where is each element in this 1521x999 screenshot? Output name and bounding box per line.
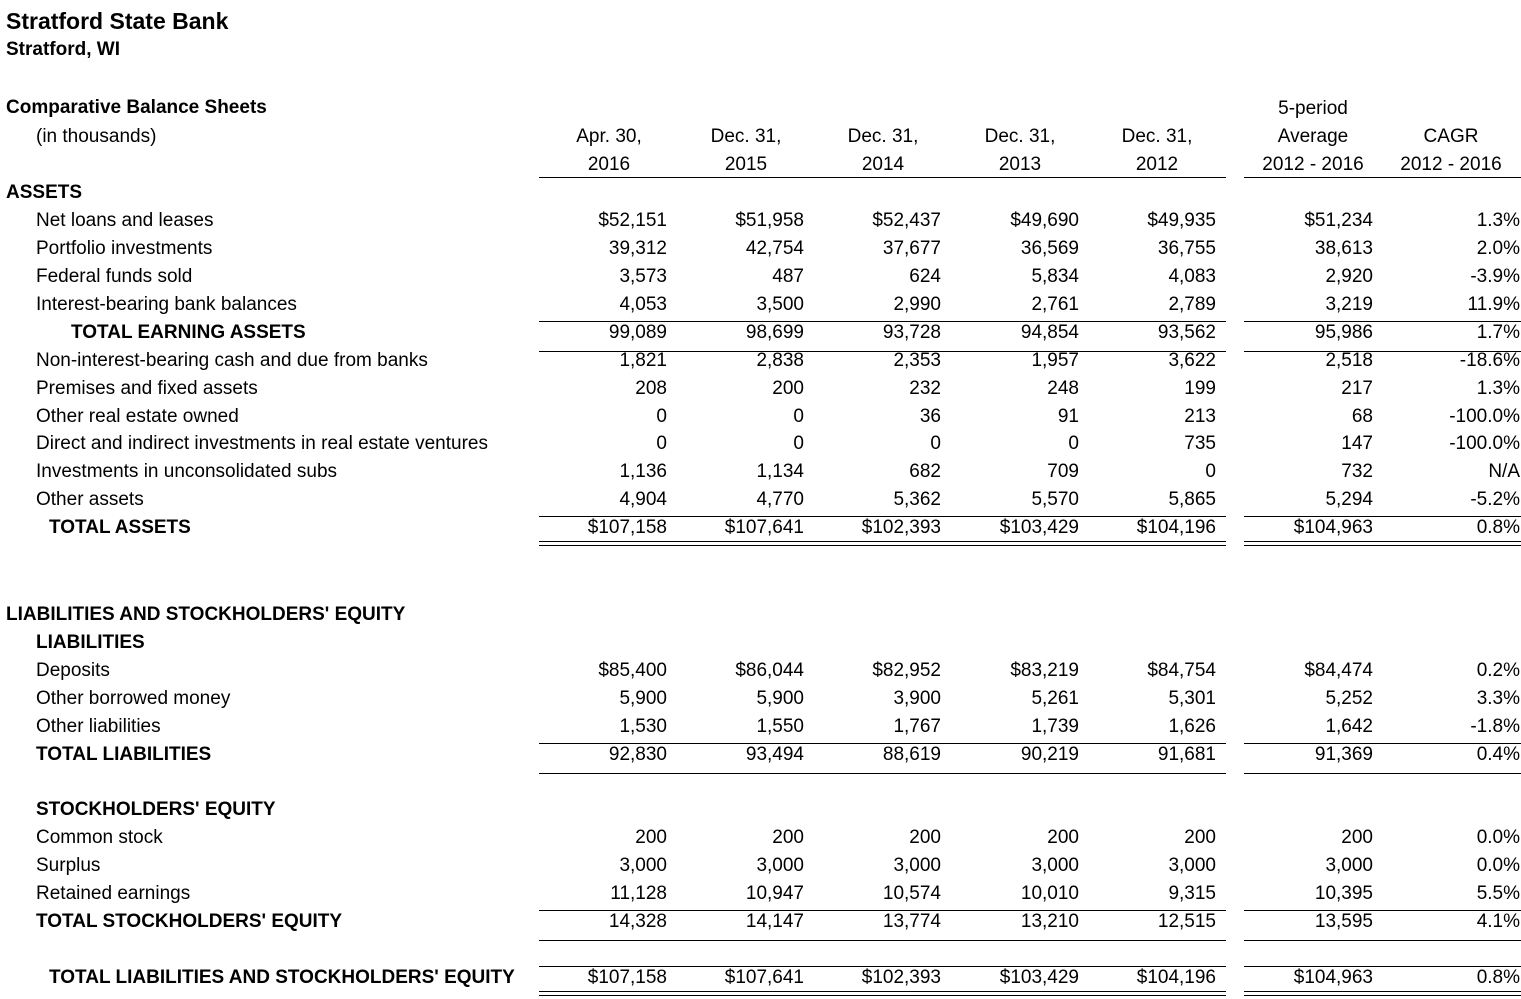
cell-value: 91,681	[1157, 744, 1216, 765]
cell-value: 68	[1351, 406, 1373, 427]
cell-value: 1.3%	[1476, 378, 1520, 399]
cell-value: 4.1%	[1476, 911, 1520, 932]
cell-value: 1,957	[1031, 350, 1079, 371]
cell-value: $82,952	[872, 660, 941, 681]
column-header-7-line2: CAGR	[1423, 126, 1479, 147]
cell-value: $107,158	[587, 517, 667, 538]
double-rule-upper-left	[539, 991, 1226, 992]
cell-value: 5,900	[756, 688, 804, 709]
cell-value: 1,626	[1168, 716, 1216, 737]
double-rule-lower-right	[1244, 995, 1521, 996]
double-rule-upper-left	[539, 541, 1226, 542]
cell-value: $86,044	[735, 660, 804, 681]
row-label-item: Surplus	[36, 855, 101, 876]
cell-value: 2,761	[1031, 294, 1079, 315]
cell-value: 2,789	[1168, 294, 1216, 315]
cell-value: 4,770	[756, 489, 804, 510]
cell-value: 11.9%	[1467, 294, 1520, 315]
cell-value: 11,128	[610, 883, 667, 904]
cell-value: 1.3%	[1476, 210, 1520, 231]
double-rule-lower-left	[539, 995, 1226, 996]
cell-value: 5,294	[1325, 489, 1373, 510]
cell-value: 3,622	[1168, 350, 1216, 371]
column-header-1-line3: 2016	[587, 154, 631, 175]
column-header-6-line3: 2012 - 2016	[1262, 154, 1364, 175]
cell-value: 0.0%	[1476, 855, 1520, 876]
cell-value: 99,089	[608, 322, 667, 343]
cell-value: -5.2%	[1470, 489, 1520, 510]
cell-value: 36,755	[1157, 238, 1216, 259]
cell-value: N/A	[1488, 461, 1520, 482]
row-label-grandtotal: TOTAL LIABILITIES AND STOCKHOLDERS' EQUITY	[49, 967, 515, 988]
double-rule-upper-right	[1244, 541, 1521, 542]
double-rule-lower-right	[1244, 545, 1521, 546]
cell-value: 1,134	[756, 461, 804, 482]
cell-value: 3,000	[1325, 855, 1373, 876]
cell-value: 2,920	[1325, 266, 1373, 287]
cell-value: 3,900	[893, 688, 941, 709]
row-label-item: Direct and indirect investments in real estate ventures	[36, 433, 488, 454]
total-rule-bottom-left	[539, 940, 1226, 941]
cell-value: 5,301	[1168, 688, 1216, 709]
column-header-5-line2: Dec. 31,	[1121, 126, 1193, 147]
cell-value: 199	[1184, 378, 1216, 399]
cell-value: 14,328	[608, 911, 667, 932]
cell-value: 1,767	[893, 716, 941, 737]
cell-value: 36	[919, 406, 941, 427]
cell-value: 1.7%	[1476, 322, 1520, 343]
cell-value: 5,834	[1031, 266, 1079, 287]
column-header-2-line2: Dec. 31,	[710, 126, 782, 147]
cell-value: 91,369	[1314, 744, 1373, 765]
cell-value: 10,947	[745, 883, 804, 904]
cell-value: 0	[793, 433, 804, 454]
cell-value: 200	[772, 827, 804, 848]
cell-value: 2,353	[893, 350, 941, 371]
cell-value: 36,569	[1020, 238, 1079, 259]
cell-value: -18.6%	[1459, 350, 1520, 371]
cell-value: 0.8%	[1476, 517, 1520, 538]
double-rule-upper-right	[1244, 991, 1521, 992]
cell-value: 0	[1205, 461, 1216, 482]
cell-value: 37,677	[882, 238, 941, 259]
cell-value: 91	[1057, 406, 1079, 427]
total-rule-top-right	[1244, 910, 1521, 911]
total-rule-top-left	[539, 910, 1226, 911]
cell-value: $51,234	[1304, 210, 1373, 231]
units-note: (in thousands)	[36, 126, 157, 147]
cell-value: -100.0%	[1449, 406, 1520, 427]
cell-value: $52,151	[598, 210, 667, 231]
cell-value: 0	[793, 406, 804, 427]
column-header-3-line2: Dec. 31,	[847, 126, 919, 147]
row-label-item: Other liabilities	[36, 716, 161, 737]
cell-value: $104,963	[1293, 517, 1373, 538]
cell-value: 1,550	[756, 716, 804, 737]
cell-value: 1,530	[619, 716, 667, 737]
cell-value: 0	[656, 406, 667, 427]
total-rule-bottom-right	[1244, 940, 1521, 941]
header-rule-right	[1244, 177, 1521, 178]
cell-value: 14,147	[745, 911, 804, 932]
cell-value: $51,958	[735, 210, 804, 231]
cell-value: 0	[930, 433, 941, 454]
cell-value: 200	[772, 378, 804, 399]
cell-value: 5,252	[1325, 688, 1373, 709]
cell-value: 13,774	[882, 911, 941, 932]
cell-value: 13,210	[1020, 911, 1079, 932]
cell-value: -1.8%	[1470, 716, 1520, 737]
cell-value: 94,854	[1020, 322, 1079, 343]
cell-value: 0.2%	[1476, 660, 1520, 681]
cell-value: 2.0%	[1476, 238, 1520, 259]
cell-value: 93,494	[745, 744, 804, 765]
row-label-item: Other real estate owned	[36, 406, 239, 427]
cell-value: 217	[1341, 378, 1373, 399]
row-label-total: TOTAL LIABILITIES	[36, 744, 212, 765]
cell-value: 232	[909, 378, 941, 399]
cell-value: 12,515	[1157, 911, 1216, 932]
row-label-subsection: LIABILITIES	[36, 632, 145, 653]
cell-value: $102,393	[861, 967, 941, 988]
cell-value: 487	[772, 266, 804, 287]
cell-value: $104,196	[1136, 517, 1216, 538]
cell-value: 5,261	[1031, 688, 1079, 709]
row-label-subsection: STOCKHOLDERS' EQUITY	[36, 799, 276, 820]
total-rule-top-right	[1244, 966, 1521, 967]
total-rule-bottom-right	[1244, 773, 1521, 774]
cell-value: 4,083	[1168, 266, 1216, 287]
cell-value: 98,699	[745, 322, 804, 343]
cell-value: 4,904	[619, 489, 667, 510]
cell-value: 90,219	[1020, 744, 1079, 765]
row-label-item: Interest-bearing bank balances	[36, 294, 297, 315]
cell-value: 3,573	[619, 266, 667, 287]
row-label-item: Investments in unconsolidated subs	[36, 461, 338, 482]
cell-value: 13,595	[1314, 911, 1373, 932]
cell-value: 10,395	[1314, 883, 1373, 904]
row-label-total: TOTAL EARNING ASSETS	[71, 322, 306, 343]
cell-value: 0	[656, 433, 667, 454]
cell-value: $107,158	[587, 967, 667, 988]
row-label-item: Portfolio investments	[36, 238, 213, 259]
cell-value: 200	[1047, 827, 1079, 848]
cell-value: 147	[1341, 433, 1373, 454]
column-header-4-line2: Dec. 31,	[984, 126, 1056, 147]
cell-value: 682	[909, 461, 941, 482]
cell-value: 0.8%	[1476, 967, 1520, 988]
row-label-item: Non-interest-bearing cash and due from banks	[36, 350, 428, 371]
total-rule-bottom-right	[1244, 351, 1521, 352]
column-header-3-line3: 2014	[861, 154, 905, 175]
cell-value: 3,219	[1325, 294, 1373, 315]
cell-value: 92,830	[608, 744, 667, 765]
cell-value: 208	[635, 378, 667, 399]
cell-value: 4,053	[619, 294, 667, 315]
row-label-item: Federal funds sold	[36, 266, 193, 287]
row-label-item: Other borrowed money	[36, 688, 231, 709]
column-header-2-line3: 2015	[724, 154, 768, 175]
cell-value: $107,641	[724, 517, 804, 538]
total-rule-bottom-left	[539, 773, 1226, 774]
cell-value: 200	[1184, 827, 1216, 848]
column-header-1-line2: Apr. 30,	[576, 126, 642, 147]
total-rule-top-left	[539, 516, 1226, 517]
cell-value: 42,754	[745, 238, 804, 259]
cell-value: 10,010	[1020, 883, 1079, 904]
cell-value: 1,642	[1325, 716, 1373, 737]
cell-value: 3,000	[1168, 855, 1216, 876]
cell-value: 3,000	[619, 855, 667, 876]
cell-value: $103,429	[999, 517, 1079, 538]
cell-value: 3,000	[756, 855, 804, 876]
cell-value: 200	[635, 827, 667, 848]
cell-value: 200	[909, 827, 941, 848]
cell-value: $84,754	[1147, 660, 1216, 681]
cell-value: 38,613	[1314, 238, 1373, 259]
total-rule-top-right	[1244, 743, 1521, 744]
cell-value: 213	[1184, 406, 1216, 427]
cell-value: 3,500	[756, 294, 804, 315]
cell-value: 10,574	[882, 883, 941, 904]
total-rule-top-right	[1244, 321, 1521, 322]
total-rule-bottom-left	[539, 351, 1226, 352]
cell-value: 1,136	[619, 461, 667, 482]
total-rule-top-right	[1244, 516, 1521, 517]
cell-value: 2,518	[1325, 350, 1373, 371]
cell-value: 88,619	[882, 744, 941, 765]
row-label-grandtotal: TOTAL ASSETS	[49, 517, 191, 538]
cell-value: 3.3%	[1476, 688, 1520, 709]
cell-value: $107,641	[724, 967, 804, 988]
header-rule-left	[539, 177, 1226, 178]
cell-value: 9,315	[1168, 883, 1216, 904]
cell-value: -3.9%	[1470, 266, 1520, 287]
cell-value: 0	[1068, 433, 1079, 454]
row-label-total: TOTAL STOCKHOLDERS' EQUITY	[36, 911, 343, 932]
cell-value: 1,821	[619, 350, 667, 371]
cell-value: 93,562	[1157, 322, 1216, 343]
cell-value: $49,935	[1147, 210, 1216, 231]
cell-value: 200	[1341, 827, 1373, 848]
cell-value: 39,312	[608, 238, 667, 259]
cell-value: 0.4%	[1476, 744, 1520, 765]
cell-value: 248	[1047, 378, 1079, 399]
cell-value: 5,570	[1031, 489, 1079, 510]
cell-value: $104,196	[1136, 967, 1216, 988]
cell-value: 5.5%	[1476, 883, 1520, 904]
cell-value: 2,838	[756, 350, 804, 371]
cell-value: $84,474	[1304, 660, 1373, 681]
row-label-item: Net loans and leases	[36, 210, 214, 231]
cell-value: 5,362	[893, 489, 941, 510]
column-header-5-line3: 2012	[1135, 154, 1179, 175]
cell-value: 2,990	[893, 294, 941, 315]
cell-value: 624	[909, 266, 941, 287]
cell-value: 709	[1047, 461, 1079, 482]
cell-value: $103,429	[999, 967, 1079, 988]
cell-value: 735	[1184, 433, 1216, 454]
cell-value: $104,963	[1293, 967, 1373, 988]
row-label-item: Premises and fixed assets	[36, 378, 258, 399]
row-label-item: Deposits	[36, 660, 110, 681]
column-header-6-line1: 5-period	[1278, 98, 1348, 119]
row-label-item: Common stock	[36, 827, 163, 848]
cell-value: -100.0%	[1449, 433, 1520, 454]
total-rule-top-left	[539, 966, 1226, 967]
cell-value: 5,865	[1168, 489, 1216, 510]
total-rule-top-left	[539, 321, 1226, 322]
double-rule-lower-left	[539, 545, 1226, 546]
cell-value: $49,690	[1010, 210, 1079, 231]
cell-value: $52,437	[872, 210, 941, 231]
cell-value: 1,739	[1031, 716, 1079, 737]
bank-location: Stratford, WI	[6, 39, 120, 60]
cell-value: 0.0%	[1476, 827, 1520, 848]
bank-name: Stratford State Bank	[6, 8, 229, 34]
cell-value: $83,219	[1010, 660, 1079, 681]
cell-value: 93,728	[882, 322, 941, 343]
row-label-item: Other assets	[36, 489, 144, 510]
statement-title: Comparative Balance Sheets	[6, 97, 267, 118]
column-header-6-line2: Average	[1277, 126, 1349, 147]
cell-value: 5,900	[619, 688, 667, 709]
cell-value: $102,393	[861, 517, 941, 538]
cell-value: 3,000	[1031, 855, 1079, 876]
total-rule-top-left	[539, 743, 1226, 744]
row-label-section: ASSETS	[6, 182, 83, 203]
row-label-section: LIABILITIES AND STOCKHOLDERS' EQUITY	[6, 604, 406, 625]
cell-value: 95,986	[1314, 322, 1373, 343]
column-header-4-line3: 2013	[998, 154, 1042, 175]
cell-value: $85,400	[598, 660, 667, 681]
row-label-item: Retained earnings	[36, 883, 191, 904]
column-header-7-line3: 2012 - 2016	[1400, 154, 1502, 175]
cell-value: 732	[1341, 461, 1373, 482]
cell-value: 3,000	[893, 855, 941, 876]
